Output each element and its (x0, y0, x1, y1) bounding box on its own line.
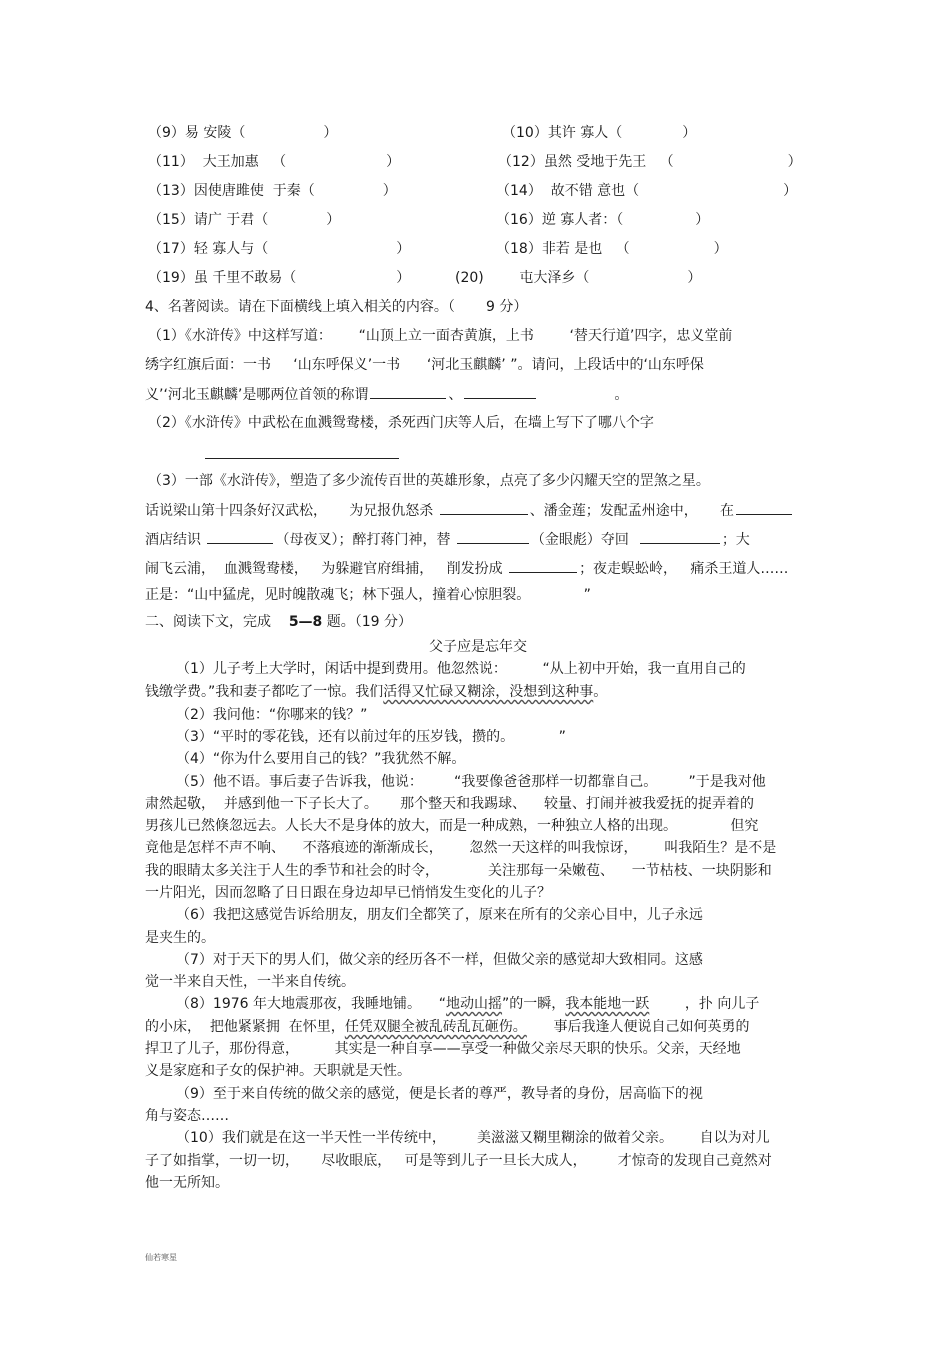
passage-text: 事后我逢人便说自己如何英勇的 (526, 1019, 750, 1035)
vocab-item-12 (498, 152, 802, 172)
vocab-item-14 (496, 181, 797, 201)
passage-text: 。 (593, 684, 608, 700)
q4-p3-line1: （3）一部《水浒传》，塑造了多少流传百世的英雄形象，点亮了多少闪耀天空的罡煞之星。 (148, 473, 710, 489)
vocab-paren: ） (396, 241, 411, 257)
q4-p3-text: ；夜走蜈蚣岭， 痛杀王道人…… (579, 561, 789, 577)
vocab-paren: ） (682, 125, 697, 141)
section-heading-text: 题。（19 分） (322, 614, 413, 630)
vocab-text: （10）其许 寡人（ (502, 125, 623, 141)
page-footer: 仙若寒星 (145, 1253, 177, 1262)
passage-line: （4）“你为什么要用自己的钱？”我犹然不解。 (176, 751, 466, 767)
passage-line: 捍卫了儿子，那份得意， 其实是一种自享——享受一种做父亲尽天职的快乐。父亲，天经地 (145, 1041, 741, 1057)
passage-line: （1）儿子考上大学时，闲话中提到费用。他忽然说： “从上初中开始，我一直用自己的 (176, 661, 746, 677)
passage-line: （7）对于天下的男人们，做父亲的经历各不一样，但做父亲的感觉却大致相同。这感 (176, 952, 703, 968)
vocab-item-18 (496, 239, 728, 259)
q4-p3-text: （母夜叉）；醉打蒋门神，替 (275, 532, 455, 548)
passage-line: （2）我问他：“你哪来的钱？” (176, 707, 368, 723)
passage-text: 钱缴学费。”我和妻子都吃了一惊。我们 (145, 684, 384, 700)
vocab-paren: ） (382, 183, 397, 199)
passage-line: 男孩儿已然倏忽远去。人长大不是身体的放大，而是一种成熟，一种独立人格的出现。 但究 (145, 818, 759, 834)
passage-line: （9）至于来自传统的做父亲的感觉，便是长者的尊严，教导者的身份，居高临下的视 (176, 1086, 703, 1102)
answer-blank[interactable] (464, 384, 536, 399)
vocab-text: （9）易 安陵（ (148, 125, 246, 141)
passage-line (145, 1017, 750, 1037)
vocab-item-10 (502, 123, 696, 143)
vocab-text: （11） 大王加惠 （ (148, 154, 287, 170)
q4-p3-text: （金眼彪）夺回 (530, 532, 638, 548)
passage-line: （10）我们就是在这一半天性一半传统中， 美滋滋又糊里糊涂的做着父亲。 自以为对儿 (176, 1130, 770, 1146)
passage-line: （3）“平时的零花钱，还有以前过年的压岁钱，攒的。 ” (176, 729, 566, 745)
passage-line: 觉一半来自天性，一半来自传统。 (145, 974, 355, 990)
q4-p3-text: ；大 (721, 532, 750, 548)
vocab-item-20 (455, 268, 701, 288)
vocab-item-17 (148, 239, 410, 259)
vocab-text: （15）请广 于君（ (148, 212, 269, 228)
q4-p1-line3 (145, 384, 628, 405)
q4-p1-line2: 绣字红旗后面：一书 ‘山东呼保义’一书 ‘河北玉麒麟’ ”。请问，上段话中的‘山东呼保 (145, 357, 704, 373)
vocab-item-13 (148, 181, 397, 201)
passage-line: 义是家庭和子女的保护神。天职就是天性。 (145, 1063, 411, 1079)
answer-blank[interactable] (457, 529, 529, 544)
answer-blank[interactable] (640, 529, 720, 544)
vocab-paren: ） (687, 270, 702, 286)
vocab-item-15 (148, 210, 340, 230)
wavy-underlined-text: 任凭双腿全被乱砖乱瓦砸伤。 (344, 1019, 527, 1035)
q4-p3-line5: 正是：“山中猛虎，见时魄散魂飞；林下强人，撞着心惊胆裂。 ” (145, 587, 591, 603)
q4-p3-text: 、潘金莲；发配孟州途中， 在 (529, 503, 734, 519)
passage-title: 父子应是忘年交 (429, 639, 527, 655)
vocab-text: （19）虽 千里不敢易（ (148, 270, 297, 286)
vocab-item-11 (148, 152, 400, 172)
answer-blank[interactable] (370, 384, 446, 399)
passage-line: 肃然起敬， 并感到他一下子长大了。 那个整天和我踢球、 较量、打闹并被我爱抚的捉弄着的 (145, 796, 754, 812)
q4-p3-text: 酒店结识 (145, 532, 206, 548)
vocab-text: （18）非若 是也 （ (496, 241, 630, 257)
vocab-item-16 (496, 210, 709, 230)
vocab-text: （14） 故不错 意也（ (496, 183, 640, 199)
q4-p1-text: 义’‘河北玉麒麟’是哪两位首领的称谓 (145, 387, 369, 403)
q4-p2: （2）《水浒传》中武松在血溅鸳鸯楼，杀死西门庆等人后，在墙上写下了哪八个字 (148, 415, 654, 431)
vocab-paren: ） (695, 212, 710, 228)
passage-line: 是夹生的。 (145, 930, 215, 946)
passage-line: 一片阳光，因而忽略了日日跟在身边却早已悄悄发生变化的儿子？ (145, 885, 551, 901)
q4-p1-sep: 、 (448, 387, 463, 403)
passage-line: （5）他不语。事后妻子告诉我，他说： “我要像爸爸那样一切都靠自己。 ”于是我对他 (176, 774, 766, 790)
q4-p3-line3 (145, 529, 750, 550)
passage-text: ，扑 向儿子 (649, 996, 760, 1012)
vocab-text: （17）轻 寡人与（ (148, 241, 269, 257)
question-range: 5—8 (288, 614, 323, 630)
vocab-text: （12）虽然 受地于先王 （ (498, 154, 674, 170)
passage-line (176, 994, 759, 1014)
passage-line: 我的眼睛太多关注于人生的季节和社会的时令， 关注那每一朵嫩苞、 一节枯枝、一块阴影和 (145, 863, 772, 879)
vocab-paren: ） (783, 183, 798, 199)
passage-text: （8）1976 年大地震那夜，我睡地铺。 “ (176, 996, 447, 1012)
passage-line: 子了如指掌，一切一切， 尽收眼底， 可是等到儿子一旦长大成人， 才惊奇的发现自己竟然对 (145, 1153, 772, 1169)
q4-p3-text: 闹飞云浦， 血溅鸳鸯楼， 为躲避官府缉捕， 削发扮成 (145, 561, 508, 577)
passage-text: ”的一瞬， (502, 996, 566, 1012)
q4-p3-line4 (145, 558, 788, 579)
vocab-paren: ） (326, 212, 341, 228)
answer-blank[interactable] (207, 529, 273, 544)
q4-p3-line2 (145, 500, 794, 521)
wavy-underlined-text: 地动山摇 (446, 996, 503, 1012)
vocab-text: （16）逆 寡人者：（ (496, 212, 624, 228)
question-4-heading: 4、名著阅读。请在下面横线上填入相关的内容。（ 9 分） (145, 299, 528, 315)
passage-line (145, 682, 607, 702)
vocab-paren: ） (396, 270, 411, 286)
section-heading-text: 二、阅读下文，完成 (145, 614, 289, 630)
q4-p3-text: 话说梁山第十四条好汉武松， 为兄报仇怒杀 (145, 503, 438, 519)
answer-line[interactable] (205, 458, 399, 459)
vocab-paren: ） (787, 154, 802, 170)
vocab-paren: ） (323, 125, 338, 141)
section-2-heading (145, 612, 412, 632)
q4-p1-line1: （1）《水浒传》中这样写道： “山顶上立一面杏黄旗，上书 ‘替天行道’四字，忠义堂前 (148, 328, 733, 344)
vocab-paren: ） (713, 241, 728, 257)
q4-p1-end: 。 (614, 387, 629, 403)
answer-blank[interactable] (440, 500, 528, 515)
passage-line: （6）我把这感觉告诉给朋友，朋友们全都笑了，原来在所有的父亲心目中，儿子永远 (176, 907, 703, 923)
passage-line: 角与姿态…… (145, 1108, 229, 1124)
wavy-underlined-text: 我本能地一跃 (565, 996, 650, 1012)
passage-line: 他一无所知。 (145, 1175, 229, 1191)
vocab-paren: ） (386, 154, 401, 170)
wavy-underlined-text: 活得又忙碌又糊涂，没想到这种事 (383, 684, 594, 700)
answer-blank[interactable] (509, 558, 577, 573)
vocab-text: (20) 屯大泽乡（ (455, 270, 590, 286)
passage-text: 的小床， 把他紧紧拥 在怀里， (145, 1019, 345, 1035)
vocab-item-19 (148, 268, 410, 288)
answer-blank[interactable] (736, 500, 792, 515)
passage-line: 竟他是怎样不声不响、 不落痕迹的渐渐成长， 忽然一天这样的叫我惊讶， 叫我陌生？是不是 (145, 840, 777, 856)
vocab-item-9 (148, 123, 337, 143)
vocab-text: （13）因使唐雎使 于秦（ (148, 183, 315, 199)
